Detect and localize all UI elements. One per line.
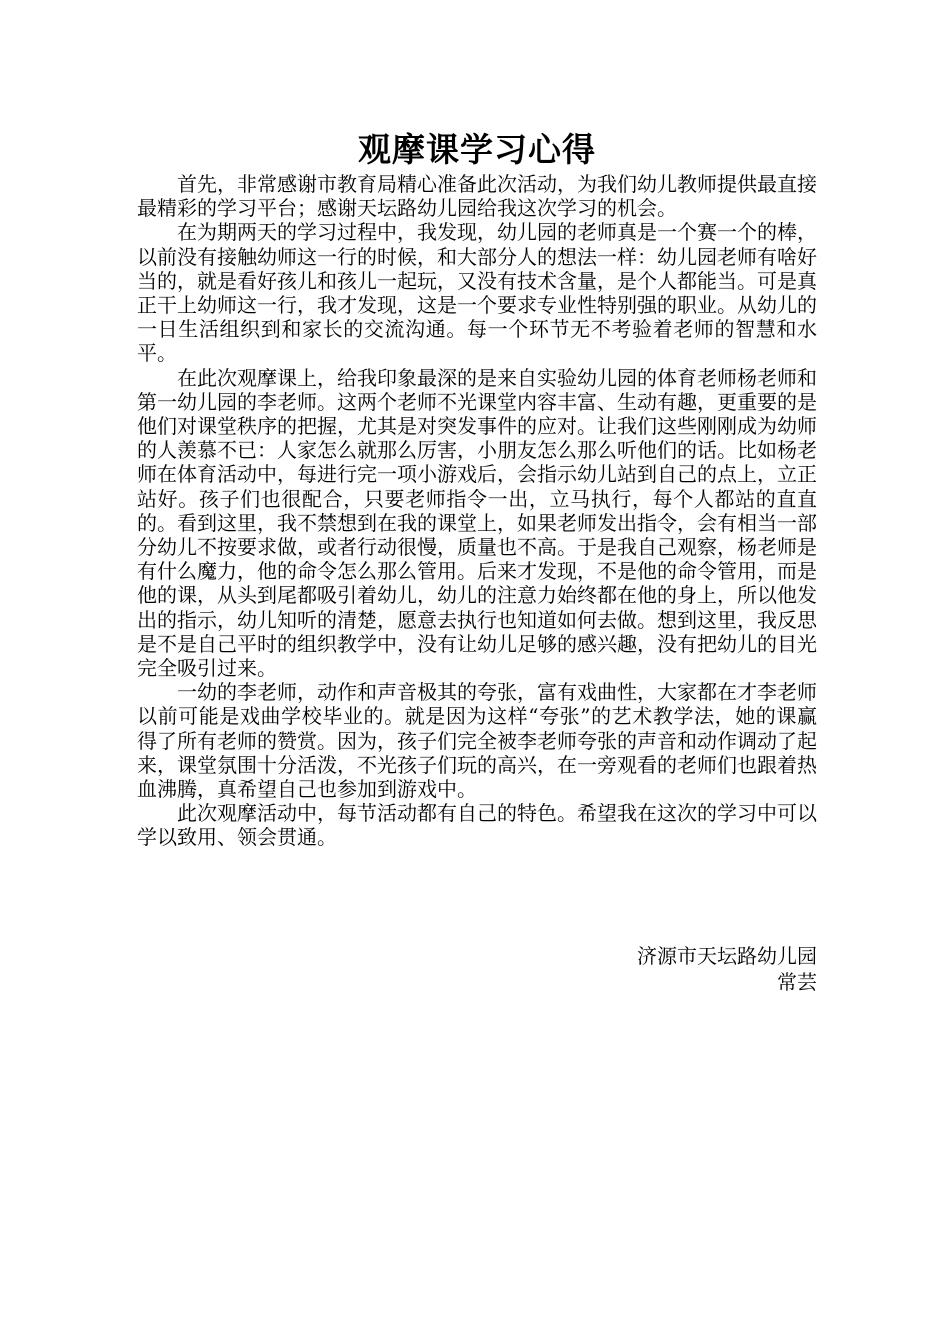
signature-organization: 济源市天坛路幼儿园 bbox=[637, 944, 817, 968]
signature-block bbox=[637, 943, 817, 995]
paragraph-3: 在此次观摩课上，给我印象最深的是来自实验幼儿园的体育老师杨老师和第一幼儿园的李老师。这两个老师不光课堂内容丰富、生动有趣，更重要的是他们对课堂秩序的把握，尤其是对突发事件的应对。让我们这些刚刚成为幼师的人羡慕不已：人家怎么就那么厉害，小朋友怎么那么听他们的话。比如杨老师在体育活动中，每进行完一项小游戏后，会指示幼儿站到自己的点上，立正站好。孩子们也很配合，只要老师指令一出，立马执行，每个人都站的直直的。看到这里，我不禁想到在我的课堂上，如果老师发出指令，会有相当一部分幼儿不按要求做，或者行动很慢，质量也不高。于是我自己观察，杨老师是有什么魔力，他的命令怎么那么管用。后来才发现，不是他的命令管用，而是他的课，从头到尾都吸引着幼儿，幼儿的注意力始终都在他的身上，所以他发出的指示，幼儿知听的清楚，愿意去执行也知道如何去做。想到这里，我反思是不是自己平时的组织教学中，没有让幼儿足够的感兴趣，没有把幼儿的目光完全吸引过来。 bbox=[137, 365, 817, 681]
paragraph-1: 首先，非常感谢市教育局精心准备此次活动，为我们幼儿教师提供最直接最精彩的学习平台；感谢天坛路幼儿园给我这次学习的机会。 bbox=[137, 172, 817, 221]
paragraph-2: 在为期两天的学习过程中，我发现，幼儿园的老师真是一个赛一个的棒，以前没有接触幼师这一行的时候，和大部分人的想法一样：幼儿园老师有啥好当的，就是看好孩儿和孩儿一起玩，又没有技术含量，是个人都能当。可是真正干上幼师这一行，我才发现，这是一个要求专业性特别强的职业。从幼儿的一日生活组织到和家长的交流沟通。每一个环节无不考验着老师的智慧和水平。 bbox=[137, 220, 817, 366]
document-title: 观摩课学习心得 bbox=[358, 130, 596, 169]
signature-author: 常芸 bbox=[777, 970, 817, 994]
document-body bbox=[137, 128, 817, 850]
paragraph-4: 一幼的李老师，动作和声音极其的夸张，富有戏曲性，大家都在才李老师以前可能是戏曲学校毕业的。就是因为这样“夸张”的艺术教学法，她的课赢得了所有老师的赞赏。因为，孩子们完全被李老师夸张的声音和动作调动了起来，课堂氛围十分活泼，不光孩子们玩的高兴，在一旁观看的老师们也跟着热血沸腾，真希望自己也参加到游戏中。 bbox=[137, 680, 817, 802]
paragraph-5: 此次观摩活动中，每节活动都有自己的特色。希望我在这次的学习中可以学以致用、领会贯通。 bbox=[137, 801, 817, 850]
